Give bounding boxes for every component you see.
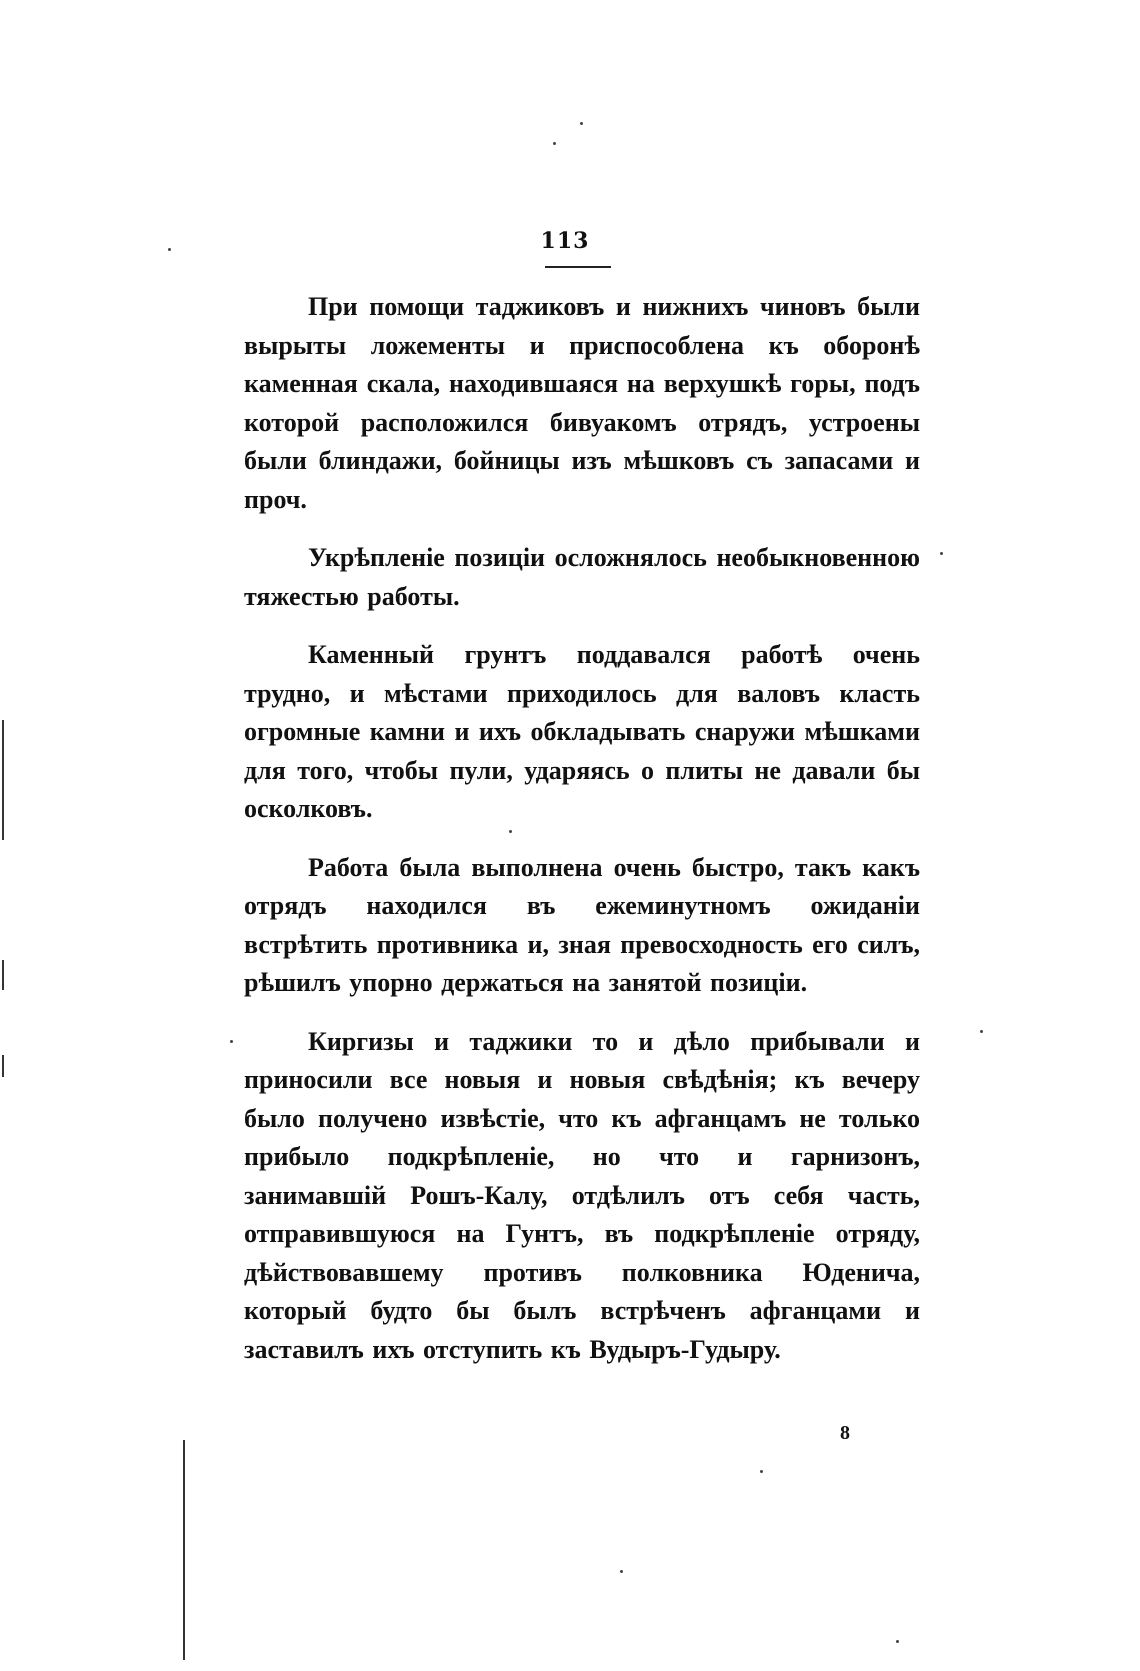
printer-signature-mark: 8 [840,1422,850,1444]
scan-artifact-line [2,960,4,990]
scan-speck [620,1570,623,1573]
paragraph-2: Укрѣпленіе позиціи осложнялось необыкновенною тяжестью работы. [244,543,920,611]
scan-speck [760,1470,763,1473]
paragraph-1: При помощи таджиковъ и нижнихъ чиновъ были вырыты ложементы и приспособлена къ оборонѣ каменная скала, находившаяся на верхушкѣ горы, подъ которой расположился бивуакомъ отрядъ, устроены были блиндажи, бойницы изъ мѣшковъ съ запасами и проч. [244,292,920,514]
scan-speck [580,122,583,125]
scan-speck [553,142,556,145]
page-number-underline [545,266,611,268]
scan-speck [509,830,512,833]
body-text [244,288,920,1389]
scan-artifact-line [2,720,4,840]
scan-speck [896,1640,899,1643]
paragraph-4: Работа была выполнена очень быстро, такъ какъ отрядъ находился въ ежеминутномъ ожиданіи встрѣтить противника и, зная превосходность его силъ, рѣшилъ упорно держаться на занятой позиціи. [244,852,920,997]
paragraph-5: Киргизы и таджики то и дѣло прибывали и приносили все новыя и новыя свѣдѣнія; къ вечеру было получено извѣстіе, что къ афганцамъ не только прибыло подкрѣпленіе, но что и гарнизонъ, занимавшій Рошъ-Калу, отдѣлилъ отъ себя часть, отправившуюся на Гунтъ, въ подкрѣпленіе отряду, дѣйствовавшему противъ полковника Юденича, который будто бы былъ встрѣченъ афганцами и заставилъ ихъ отступить къ Вудыръ-Гудыру. [244,1026,920,1364]
scan-speck [168,248,171,251]
scan-artifact-line [183,1440,185,1660]
page-number: 113 [540,228,590,254]
scan-speck [940,552,943,555]
scan-speck [230,1040,233,1043]
scan-speck [980,1030,983,1033]
paragraph-3: Каменный грунтъ поддавался работѣ очень трудно, и мѣстами приходилось для валовъ класть огромные камни и ихъ обкладывать снаружи мѣшками для того, чтобы пули, ударяясь о плиты не давали бы осколковъ. [244,640,920,823]
scan-artifact-line [2,1055,4,1077]
